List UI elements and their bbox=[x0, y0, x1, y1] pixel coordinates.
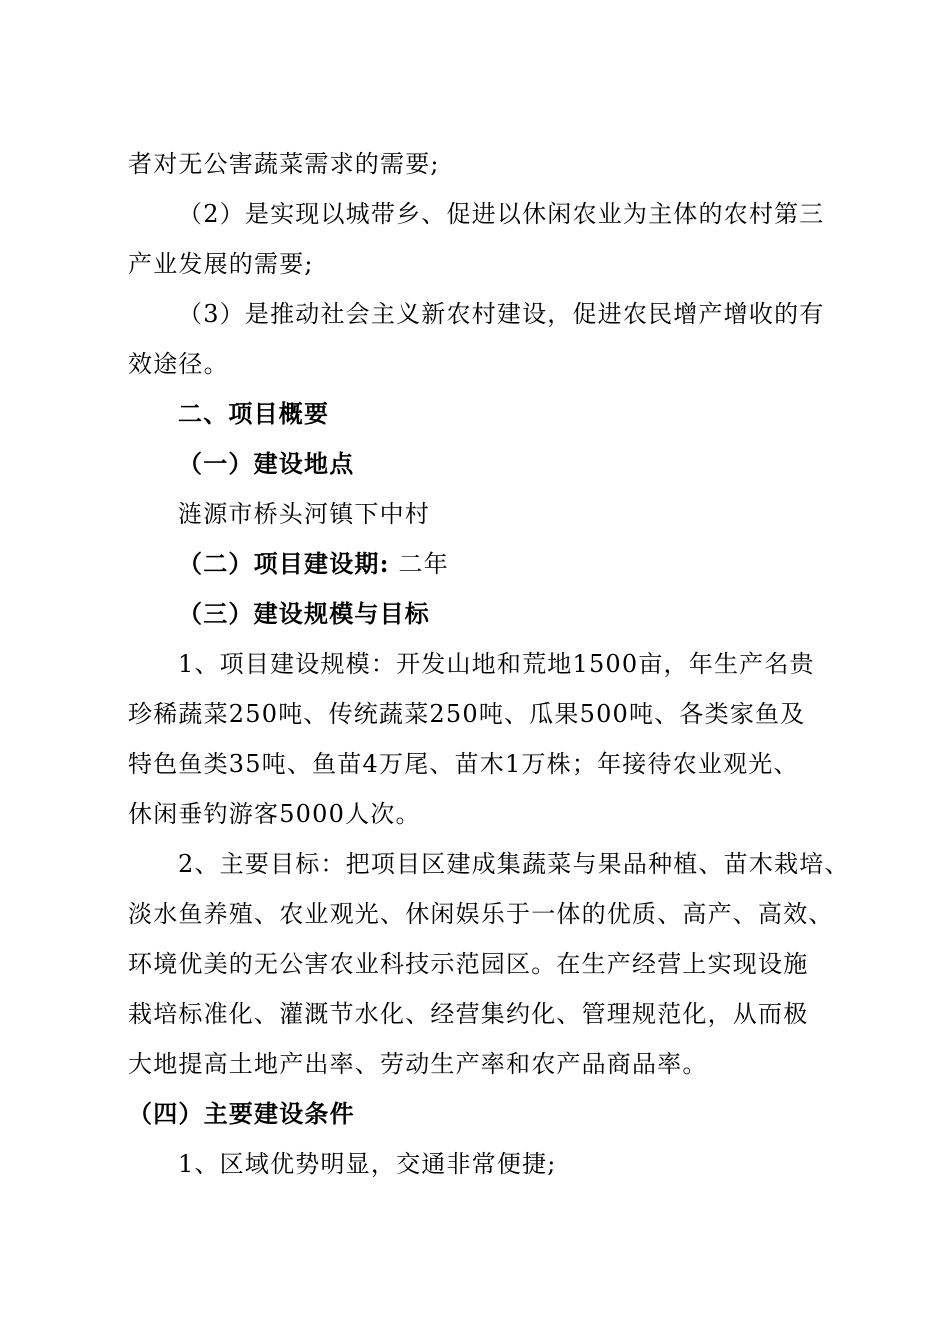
paragraph-line: 1、项目建设规模：开发山地和荒地1500亩，年生产名贵 bbox=[178, 650, 815, 678]
subsection-heading: （三）建设规模与目标 bbox=[178, 599, 430, 628]
paragraph-line: 休闲垂钓游客5000人次。 bbox=[128, 800, 421, 828]
paragraph-line: 珍稀蔬菜250吨、传统蔬菜250吨、瓜果500吨、各类家鱼及 bbox=[128, 700, 806, 728]
paragraph-line: 淡水鱼养殖、农业观光、休闲娱乐于一体的优质、高产、高效、 bbox=[128, 900, 834, 928]
paragraph-line: 栽培标准化、灌溉节水化、经营集约化、管理规范化，从而极 bbox=[128, 1000, 809, 1028]
section-heading: 二、项目概要 bbox=[178, 399, 330, 428]
subsection-heading: （一）建设地点 bbox=[178, 449, 355, 478]
paragraph-line: 涟源市桥头河镇下中村 bbox=[178, 500, 430, 528]
subsection-heading: （二）项目建设期: bbox=[178, 549, 390, 578]
paragraph-line: （3）是推动社会主义新农村建设，促进农民增产增收的有 bbox=[178, 300, 825, 328]
project-period-value: 二年 bbox=[398, 550, 449, 578]
paragraph-line: 特色鱼类35吨、鱼苗4万尾、苗木1万株；年接待农业观光、 bbox=[128, 750, 799, 778]
paragraph-line: 环境优美的无公害农业科技示范园区。在生产经营上实现设施 bbox=[128, 950, 809, 978]
project-period-line bbox=[178, 548, 449, 580]
paragraph-line: （2）是实现以城带乡、促进以休闲农业为主体的农村第三 bbox=[178, 200, 825, 228]
paragraph-line: 产业发展的需要; bbox=[128, 250, 314, 278]
subsection-heading: （四）主要建设条件 bbox=[128, 1099, 355, 1128]
paragraph-line: 效途径。 bbox=[128, 350, 229, 378]
paragraph-line: 2、主要目标：把项目区建成集蔬菜与果品种植、苗木栽培、 bbox=[178, 850, 850, 878]
paragraph-line: 大地提高土地产出率、劳动生产率和农产品商品率。 bbox=[128, 1050, 708, 1078]
paragraph-line: 1、区域优势明显，交通非常便捷; bbox=[178, 1150, 557, 1178]
paragraph-line: 者对无公害蔬菜需求的需要; bbox=[128, 150, 440, 178]
